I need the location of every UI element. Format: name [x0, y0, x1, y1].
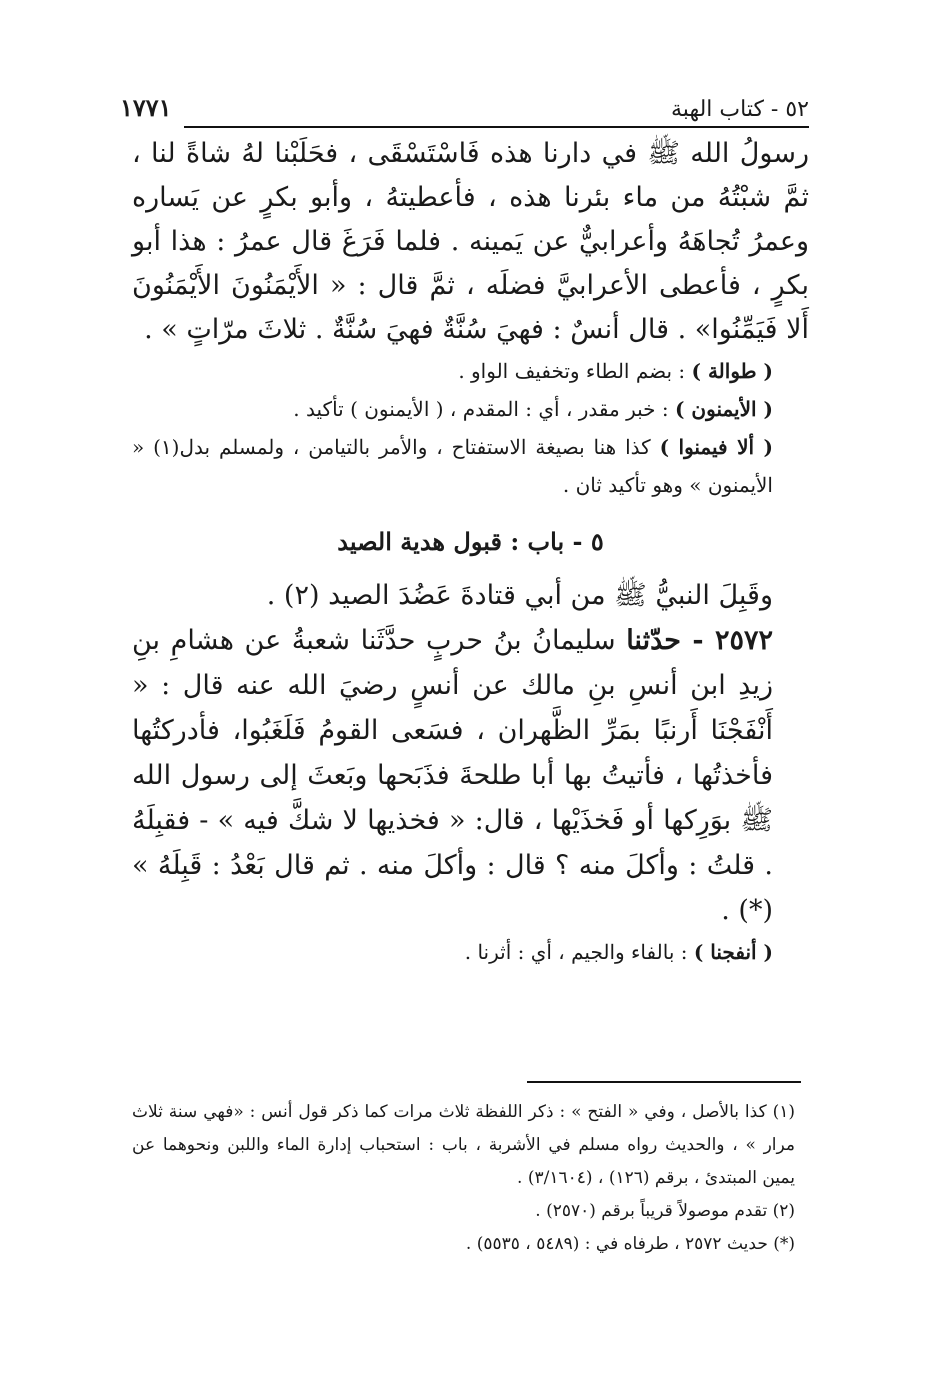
footnote-divider: [527, 1081, 801, 1083]
gloss-text: كذا هنا بصيغة الاستفتاح ، والأمر بالتيامن ، ولمسلم بدل(١) « الأيمنون » وهو تأكيد ثان .: [132, 435, 773, 497]
gloss-note: [132, 390, 809, 428]
gloss-note: [132, 352, 809, 390]
footnotes: [132, 1096, 809, 1261]
page-number: ١٧٧١: [120, 93, 172, 122]
gloss-text: : خبر مقدر ، أي : المقدم ، ( الأيمنون ) تأكيد .: [293, 397, 675, 421]
section-intro: وقَبِلَ النبيُّ ﷺ من أبي قتادةَ عَضُدَ الصيد (٢) .: [266, 580, 773, 611]
gloss-term: ( أنفجنا ): [693, 940, 773, 964]
gloss-term: ( ألا فيمنوا ): [659, 435, 773, 459]
gloss-text: : بالفاء والجيم ، أي : أثرنا .: [464, 940, 694, 964]
hadith-text: سليمانُ بنُ حربٍ حدَّثَنا شعبةُ عن هشامِ بنِ زيدِ ابن أنسِ بنِ مالك عن أنسٍ رضيَ الله عنه قال : « أَنْفَجْنَا أَرنبًا بمَرِّ الظَّهران ، فسَعى القومُ فَلَغَبُوا، فأدركتُها فأخذتُها ، فأتيتُ بها أبا طلحةَ فذَبَحها وبَعثَ إلى رسول الله ﷺ بوَرِكها أو فَخذَيْها ، قال: « فخذيها لا شكَّ فيه » - فقبِلَهُ . قلتُ : وأكلَ منه ؟ قال : وأكلَ منه . ثم قال بَعْدُ : قَبِلَهُ » (*) .: [132, 625, 773, 926]
paragraph-continuation: رسولُ الله ﷺ في دارنا هذه فَاسْتَسْقَى ، فحَلَبْنا لهُ شاةً لنا ، ثمَّ شبْتُهُ من ماء بئرنا هذه ، فأعطيتهُ ، وأبو بكرٍ عن يَساره وعمرُ تُجاهَهُ وأعرابيٌّ عن يَمينه . فلما فَرَغَ قال عمرُ : هذا أبو بكرٍ ، فأعطى الأعرابيَّ فضلَه ، ثمَّ قال : « الأَيْمَنُونَ الأَيْمَنُونَ أَلا فَيَمِّنُوا» . قال أنسٌ : فهيَ سُنَّةٌ فهيَ سُنَّةٌ . ثلاثَ مرّاتٍ » .: [132, 138, 809, 345]
header-divider: [184, 126, 809, 128]
gloss-note: [132, 933, 809, 971]
footnote: (*) حديث ٢٥٧٢ ، طرفاه في : (٥٤٨٩ ، ٥٥٣٥) .: [465, 1234, 795, 1254]
hadith-paragraph: [132, 618, 809, 933]
section-heading: ٥ - باب : قبول هدية الصيد: [337, 527, 604, 556]
gloss-text: : بضم الطاء وتخفيف الواو .: [458, 359, 692, 383]
page-header: [120, 82, 809, 122]
hadith-number: ٢٥٧٢ - حدّثنا: [626, 625, 773, 656]
gloss-term: ( الأيمنون ): [675, 397, 773, 421]
footnote: (٢) تقدم موصولاً قريباً برقم (٢٥٧٠) .: [535, 1201, 795, 1221]
main-text: [132, 132, 809, 971]
footnote: (١) كذا بالأصل ، وفي « الفتح » : ذكر اللفظة ثلاث مرات كما ذكر قول أنس : «فهي سنة ثلاث مرار » ، والحديث رواه مسلم في الأشربة ، باب : استحباب إدارة الماء واللبن ونحوهما عن يمين المبتدئ ، برقم (١٢٦) ، (٣/١٦٠٤) .: [132, 1102, 795, 1188]
chapter-title: ٥٢ - كتاب الهبة: [671, 97, 809, 122]
gloss-term: ( طوالة ): [691, 359, 773, 383]
gloss-note: [132, 428, 809, 504]
